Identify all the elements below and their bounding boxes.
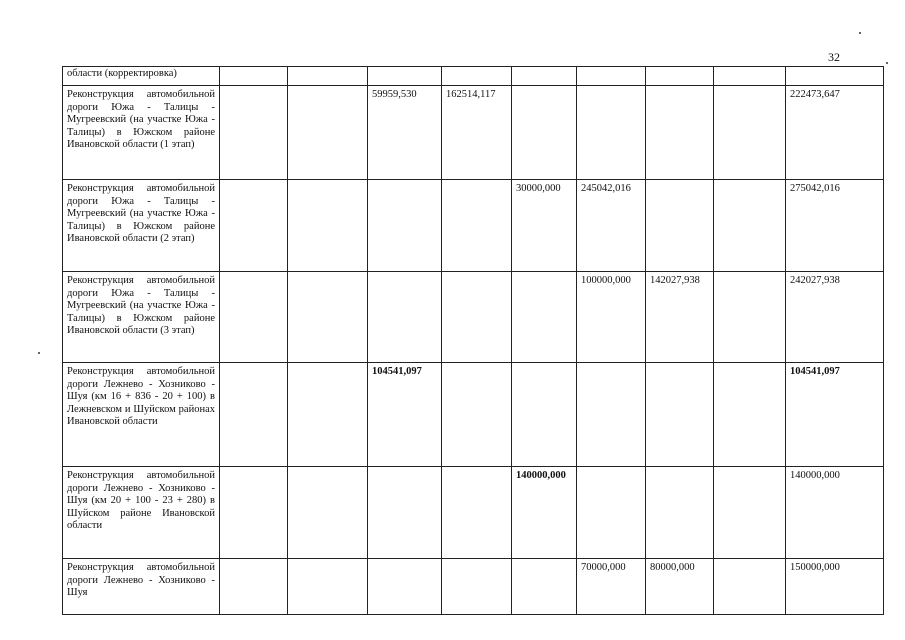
- row-description: области (корректировка): [63, 67, 220, 86]
- row-description: Реконструкция автомобильной дороги Южа - Талицы - Мугреевский (на участке Южа - Талицы) в Южском районе Ивановской области (1 этап): [63, 86, 220, 180]
- value-cell: [220, 86, 288, 180]
- value-cell: [368, 180, 442, 272]
- value-cell: [646, 86, 714, 180]
- table-row: [63, 467, 884, 559]
- value-cell: [646, 363, 714, 467]
- page-number: 32: [828, 50, 840, 64]
- value-cell: [368, 559, 442, 615]
- value-cell: 104541,097: [368, 363, 442, 467]
- value-cell: [512, 67, 577, 86]
- value-cell: [288, 272, 368, 363]
- value-cell: [577, 467, 646, 559]
- value-cell: [288, 363, 368, 467]
- value-cell: [442, 467, 512, 559]
- value-cell: 30000,000: [512, 180, 577, 272]
- value-cell: [220, 467, 288, 559]
- value-cell: [512, 559, 577, 615]
- value-cell: 222473,647: [786, 86, 884, 180]
- value-cell: [442, 363, 512, 467]
- table-row: [63, 67, 884, 86]
- value-cell: [288, 67, 368, 86]
- value-cell: [220, 559, 288, 615]
- value-cell: [288, 86, 368, 180]
- value-cell: [220, 67, 288, 86]
- value-cell: [786, 67, 884, 86]
- value-cell: [368, 67, 442, 86]
- value-cell: [512, 363, 577, 467]
- value-cell: 140000,000: [512, 467, 577, 559]
- value-cell: [288, 559, 368, 615]
- row-description: Реконструкция автомобильной дороги Лежнево - Хозниково - Шуя (км 16 + 836 - 20 + 100) в Лежневском и Шуйском районах Ивановской области: [63, 363, 220, 467]
- value-cell: [288, 180, 368, 272]
- row-description: Реконструкция автомобильной дороги Южа - Талицы - Мугреевский (на участке Южа - Талицы) в Южском районе Ивановской области (3 этап): [63, 272, 220, 363]
- value-cell: 142027,938: [646, 272, 714, 363]
- value-cell: [714, 467, 786, 559]
- value-cell: 245042,016: [577, 180, 646, 272]
- scan-speck: [886, 62, 888, 64]
- value-cell: [577, 86, 646, 180]
- value-cell: 150000,000: [786, 559, 884, 615]
- value-cell: [220, 272, 288, 363]
- value-cell: 104541,097: [786, 363, 884, 467]
- row-description: Реконструкция автомобильной дороги Лежнево - Хозниково - Шуя (км 20 + 100 - 23 + 280) в Шуйском районе Ивановской области: [63, 467, 220, 559]
- value-cell: [714, 363, 786, 467]
- value-cell: 80000,000: [646, 559, 714, 615]
- table-row: [63, 272, 884, 363]
- table-row: [63, 86, 884, 180]
- value-cell: [714, 180, 786, 272]
- value-cell: [442, 272, 512, 363]
- value-cell: [220, 363, 288, 467]
- value-cell: 70000,000: [577, 559, 646, 615]
- scan-speck: [859, 32, 861, 34]
- budget-table: [62, 66, 884, 615]
- value-cell: [714, 272, 786, 363]
- value-cell: [714, 559, 786, 615]
- row-description: Реконструкция автомобильной дороги Южа - Талицы - Мугреевский (на участке Южа - Талицы) в Южском районе Ивановской области (2 этап): [63, 180, 220, 272]
- value-cell: 162514,117: [442, 86, 512, 180]
- value-cell: 100000,000: [577, 272, 646, 363]
- value-cell: [646, 467, 714, 559]
- value-cell: [368, 272, 442, 363]
- value-cell: 59959,530: [368, 86, 442, 180]
- value-cell: 140000,000: [786, 467, 884, 559]
- value-cell: [442, 67, 512, 86]
- value-cell: [288, 467, 368, 559]
- value-cell: [220, 180, 288, 272]
- value-cell: [512, 272, 577, 363]
- value-cell: [714, 67, 786, 86]
- table-body: [63, 67, 884, 615]
- row-description: Реконструкция автомобильной дороги Лежнево - Хозниково - Шуя: [63, 559, 220, 615]
- value-cell: [646, 180, 714, 272]
- value-cell: [577, 363, 646, 467]
- scan-speck: [38, 352, 40, 354]
- value-cell: [368, 467, 442, 559]
- value-cell: 275042,016: [786, 180, 884, 272]
- value-cell: [442, 180, 512, 272]
- value-cell: [646, 67, 714, 86]
- value-cell: [577, 67, 646, 86]
- value-cell: 242027,938: [786, 272, 884, 363]
- table-row: [63, 180, 884, 272]
- value-cell: [442, 559, 512, 615]
- table-row: [63, 559, 884, 615]
- value-cell: [512, 86, 577, 180]
- value-cell: [714, 86, 786, 180]
- table-row: [63, 363, 884, 467]
